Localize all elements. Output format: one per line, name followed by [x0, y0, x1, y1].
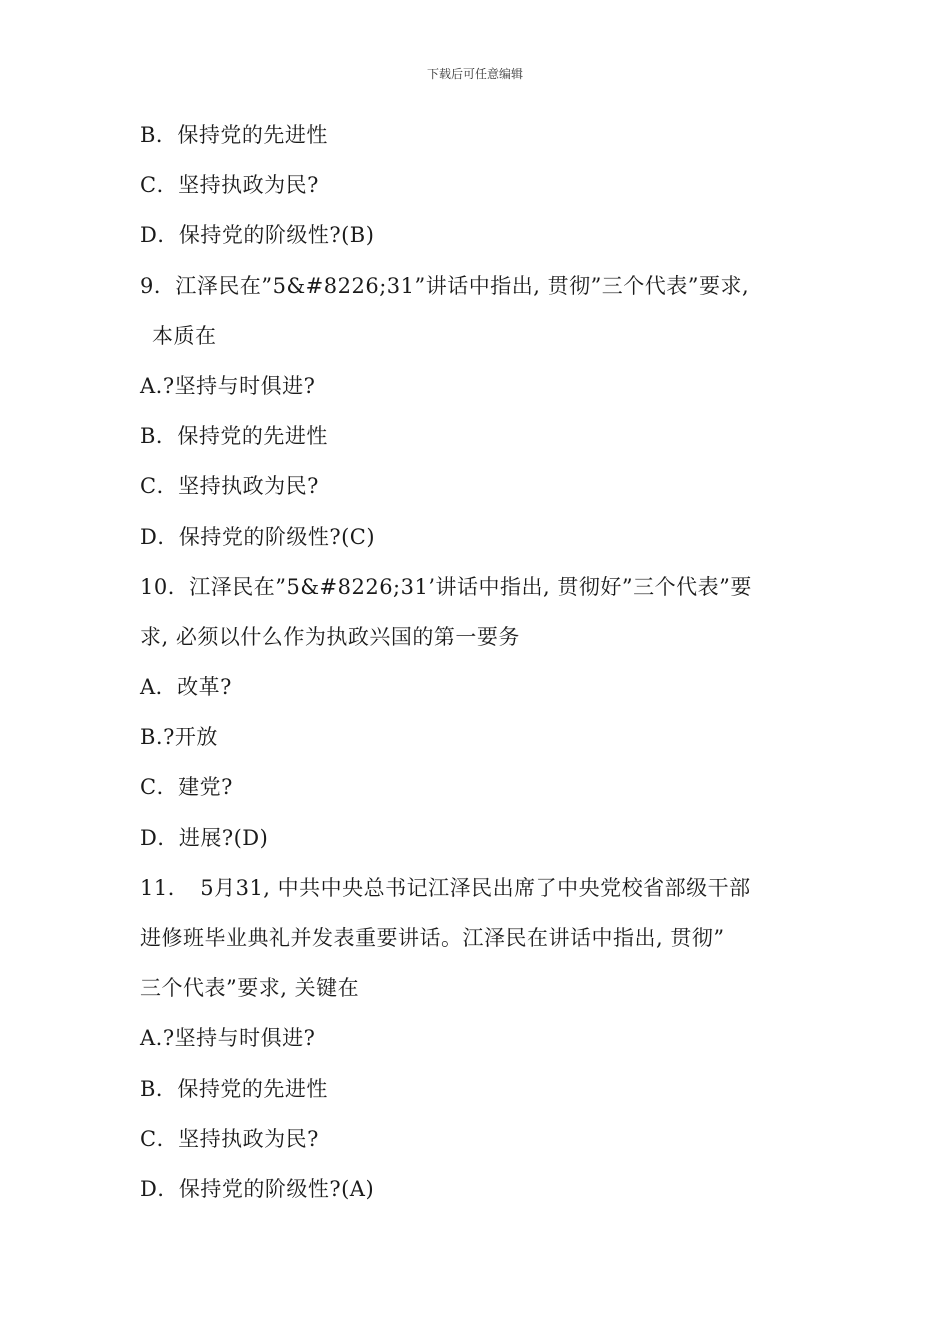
- question-9-continuation: 本质在: [152, 323, 217, 348]
- question-11-continuation: 进修班毕业典礼并发表重要讲话。江泽民在讲话中指出, 贯彻”: [140, 926, 725, 950]
- option-a-line: A.?坚持与时俱进?: [140, 1026, 316, 1051]
- option-a-line: A.?坚持与时俱进?: [140, 373, 316, 398]
- question-11-line: 11． 5月31, 中共中央总书记江泽民出席了中央党校省部级干部: [140, 875, 751, 900]
- option-b-line: B．保持党的先进性: [140, 1076, 328, 1101]
- option-c-line: C．建党?: [140, 775, 233, 800]
- option-b-line: B．保持党的先进性: [140, 123, 328, 147]
- option-d-answer-line: D．进展?(D): [140, 825, 269, 850]
- option-c-line: C．坚持执政为民?: [140, 474, 319, 499]
- question-10-line: 10．江泽民在”5&#8226;31’讲话中指出, 贯彻好”三个代表”要: [140, 574, 752, 599]
- question-11-continuation: 三个代表”要求, 关键在: [140, 976, 360, 1001]
- option-d-answer-line: D．保持党的阶级性?(A): [140, 1176, 375, 1201]
- option-d-answer-line: D．保持党的阶级性?(B): [140, 223, 375, 248]
- question-9-line: 9．江泽民在”5&#8226;31”讲话中指出, 贯彻”三个代表”要求,: [140, 273, 750, 298]
- option-d-answer-line: D．保持党的阶级性?(C): [140, 524, 376, 549]
- option-c-line: C．坚持执政为民?: [140, 1126, 319, 1151]
- question-10-continuation: 求, 必须以什么作为执政兴国的第一要务: [140, 624, 520, 649]
- option-a-line: A．改革?: [140, 675, 232, 700]
- option-c-line: C．坚持执政为民?: [140, 173, 319, 198]
- page-header: 下载后可任意编辑: [426, 67, 523, 81]
- option-b-line: B．保持党的先进性: [140, 424, 328, 449]
- document-body: [140, 110, 830, 1214]
- option-b-line: B.?开放: [140, 725, 218, 750]
